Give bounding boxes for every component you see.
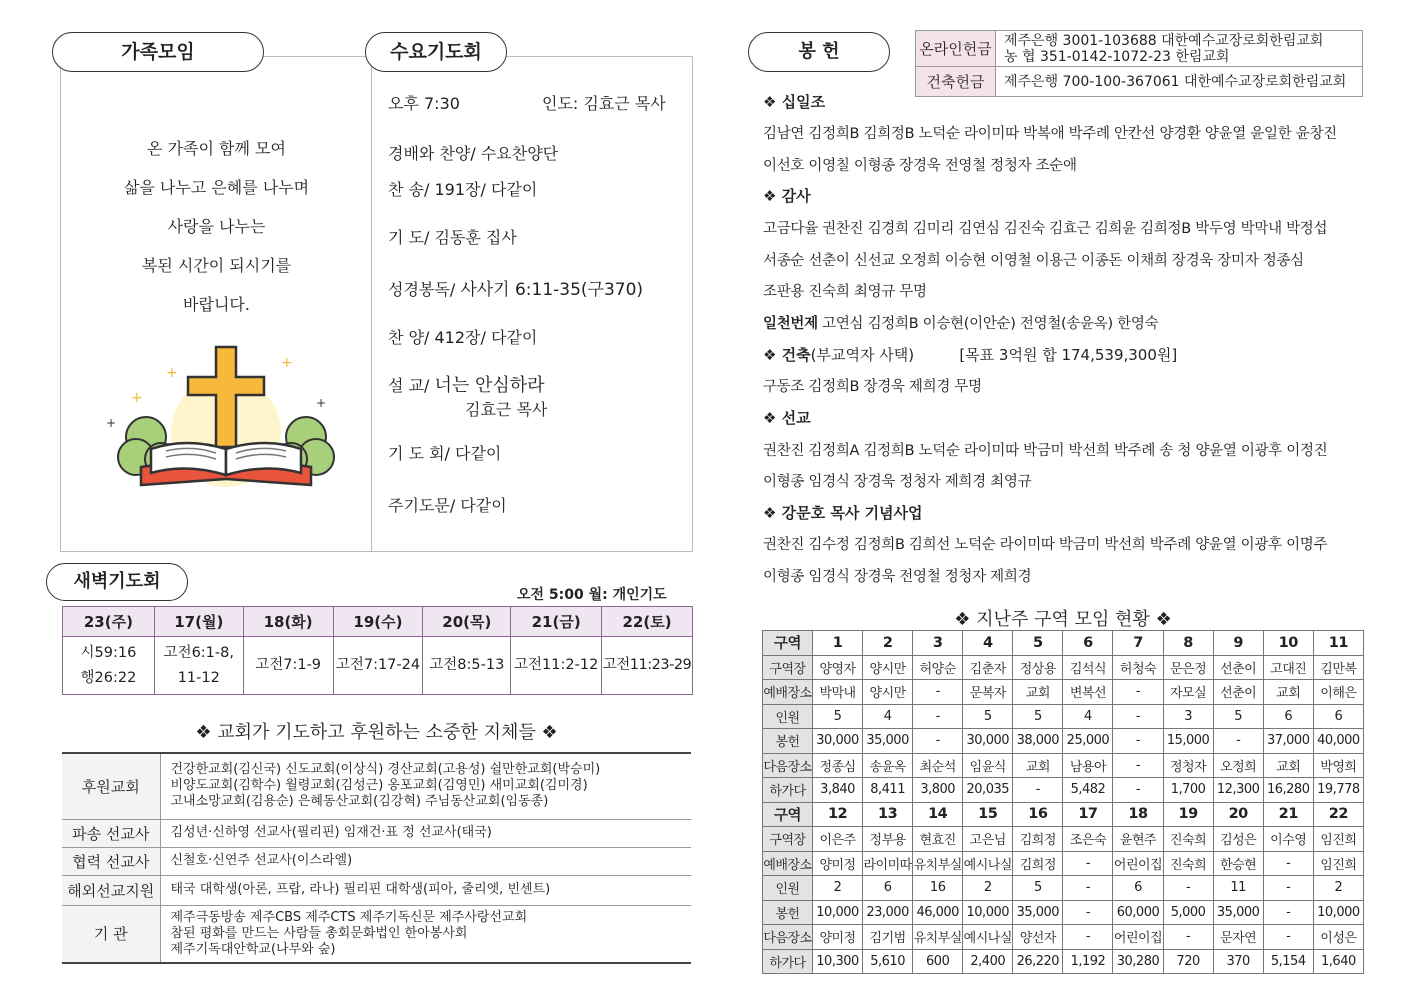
district-cell: - (913, 704, 963, 729)
district-cell: 선춘이 (1213, 680, 1263, 705)
district-cell: 정청자 (1163, 753, 1213, 778)
district-cell: - (1013, 778, 1063, 803)
district-cell: 김희정 (1013, 851, 1063, 876)
district-cell: 8 (1163, 631, 1213, 656)
building-names: 구동조 김정희B 장경욱 제희경 무명 (763, 379, 982, 395)
district-cell: 22 (1313, 802, 1363, 827)
district-cell: 박영희 (1313, 753, 1363, 778)
district-cell: 예시나실 (963, 851, 1013, 876)
district-cell: - (1113, 778, 1163, 803)
district-cell: - (1113, 729, 1163, 754)
dawn-day: 19(수) (333, 607, 423, 637)
wednesday-scripture (388, 275, 643, 300)
building-account: 제주은행 700-100-367061 대한예수교장로회한림교회 (996, 67, 1363, 97)
district-row-label: 인원 (763, 876, 813, 901)
tithe-names: 이선호 이영칠 이형종 장경욱 전영철 정청자 조순애 (763, 158, 1077, 174)
online-offering-table (915, 30, 1363, 97)
support-label: 파송 선교사 (62, 819, 160, 847)
sermon-label: 설 교/ (388, 376, 430, 395)
district-cell: 46,000 (913, 900, 963, 925)
online-row (916, 31, 1363, 67)
diamond-icon: ❖ (1155, 609, 1172, 630)
district-cell: 35,000 (1213, 900, 1263, 925)
district-cell: 10,000 (963, 900, 1013, 925)
support-row (62, 753, 691, 819)
district-cell: 10,000 (1313, 900, 1363, 925)
district-cell: 양영자 (813, 655, 863, 680)
district-cell: 16,280 (1263, 778, 1313, 803)
district-cell: 라이미따 (863, 851, 913, 876)
district-cell: 20 (1213, 802, 1263, 827)
district-cell: 이성은 (1313, 925, 1363, 950)
district-cell: 유치부실 (913, 925, 963, 950)
district-row-hagada (763, 778, 1364, 803)
district-cell: 문자연 (1213, 925, 1263, 950)
district-cell: 양미정 (813, 851, 863, 876)
mission-names: 권찬진 김정희A 김정희B 노덕순 라이미따 박금미 박선희 박주례 송 청 양윤열 이광후 이정진 (763, 443, 1328, 459)
support-value: 제주극동방송 제주CBS 제주CTS 제주기독신문 제주사랑선교회 참된 평화를 만드는 사람들 총회문화법인 한아봉사회 제주기독대안학교(나무와 숲) (160, 905, 691, 963)
support-label: 기 관 (62, 905, 160, 963)
online-accounts: 제주은행 3001-103688 대한예수교장로회한림교회 농 협 351-0142-1072-23 한림교회 (996, 31, 1363, 67)
district-cell: 문은정 (1163, 655, 1213, 680)
district-cell: 2 (1313, 876, 1363, 901)
district-row-label: 봉헌 (763, 900, 813, 925)
wednesday-anthem: 찬 양/ 412장/ 다같이 (388, 328, 538, 347)
district-cell: 23,000 (863, 900, 913, 925)
district-cell: 5 (1013, 876, 1063, 901)
district-cell: 3 (913, 631, 963, 656)
family-line: 온 가족이 함께 모여 (147, 139, 286, 158)
wednesday-worship: 경배와 찬양/ 수요찬양단 (388, 144, 559, 163)
thanks-head: ❖ 감사 (763, 187, 811, 205)
district-cell: 720 (1163, 949, 1213, 974)
district-cell: 35,000 (1013, 900, 1063, 925)
district-cell: 20,035 (963, 778, 1013, 803)
district-cell: 6 (1313, 704, 1363, 729)
district-cell: 5 (813, 704, 863, 729)
cross-bible-illustration (106, 337, 346, 497)
support-row (62, 819, 691, 847)
district-cell: 1,640 (1313, 949, 1363, 974)
tithe-names: 김남연 김정희B 김희정B 노덕순 라이미따 박복애 박주례 안칸선 양경환 양윤열 윤일한 윤창진 (763, 126, 1337, 142)
district-cell: 임진희 (1313, 827, 1363, 852)
district-cell: 26,220 (1013, 949, 1063, 974)
district-cell: 어린이집 (1113, 925, 1163, 950)
support-value: 건강한교회(김신국) 신도교회(이상식) 경산교회(고용성) 쉴만한교회(박승미) 비양도교회(김학수) 월령교회(김성근) 옹포교회(김영민) 새미교회(김미경) 고내소망교회(김용순) 은혜동산교회(김강혁) 주님동산교회(임동종) (160, 753, 691, 819)
district-cell: 3,800 (913, 778, 963, 803)
district-cell: 문복자 (963, 680, 1013, 705)
memorial-names: 권찬진 김수정 김정희B 김희선 노덕순 라이미따 박금미 박선희 박주례 양윤열 이광후 이명주 (763, 537, 1328, 553)
district-cell: 35,000 (863, 729, 913, 754)
dawn-day: 23(주) (63, 607, 155, 637)
district-row-numbers (763, 631, 1364, 656)
memorial-names: 이형종 임경식 장경욱 전영철 정청자 제희경 (763, 569, 1032, 585)
mission-names: 이형종 임경식 장경욱 정청자 제희경 최영규 (763, 474, 1032, 490)
district-cell: 허양순 (913, 655, 963, 680)
family-box (60, 56, 372, 552)
scripture-reference: 사사기 6:11-35(구370) (460, 280, 644, 300)
district-cell: 5,154 (1263, 949, 1313, 974)
wednesday-hymn: 찬 송/ 191장/ 다같이 (388, 180, 538, 199)
dawn-day: 21(금) (511, 607, 602, 637)
district-cell: 30,000 (813, 729, 863, 754)
district-cell: 17 (1063, 802, 1113, 827)
svg-text:+: + (131, 390, 143, 406)
district-row-counts (763, 876, 1364, 901)
mission-head: ❖ 선교 (763, 409, 811, 427)
district-cell: 양시만 (863, 655, 913, 680)
district-cell: - (1063, 851, 1113, 876)
district-cell: - (1163, 876, 1213, 901)
district-cell: 15,000 (1163, 729, 1213, 754)
diamond-icon: ❖ (763, 504, 782, 522)
district-cell: 2 (863, 631, 913, 656)
district-row-label: 구역 (763, 802, 813, 827)
district-cell: 교회 (1263, 753, 1313, 778)
district-cell: 7 (1113, 631, 1163, 656)
support-value: 태국 대학생(아론, 프랍, 라나) 필리핀 대학생(피아, 줄리엣, 빈센트) (160, 875, 691, 905)
family-line: 복된 시간이 되시기를 (141, 256, 292, 275)
district-cell: 5 (1013, 631, 1063, 656)
diamond-icon: ❖ (763, 93, 782, 111)
district-cell: 교회 (1263, 680, 1313, 705)
dawn-title: 새벽기도회 (46, 563, 188, 601)
district-title: ❖ 지난주 구역 모임 현황 ❖ (954, 609, 1172, 630)
dawn-day: 18(화) (243, 607, 333, 637)
district-table (762, 630, 1364, 974)
district-cell: 25,000 (1063, 729, 1113, 754)
district-cell: - (1163, 925, 1213, 950)
wednesday-title: 수요기도회 (365, 32, 507, 72)
tithe-head: ❖ 십일조 (763, 93, 826, 111)
district-row-counts (763, 704, 1364, 729)
district-cell: 6 (1113, 876, 1163, 901)
district-cell: 5 (1213, 704, 1263, 729)
family-line: 사랑을 나누는 (167, 217, 266, 236)
district-cell: 예시나실 (963, 925, 1013, 950)
district-cell: 임윤식 (963, 753, 1013, 778)
district-cell: 1,700 (1163, 778, 1213, 803)
district-row-label: 하가다 (763, 778, 813, 803)
support-value: 신철호·신연주 선교사(이스라엘) (160, 847, 691, 875)
support-label: 협력 선교사 (62, 847, 160, 875)
district-cell: - (1113, 680, 1163, 705)
district-cell: 5 (1013, 704, 1063, 729)
thanks-names: 조판용 진숙희 최영규 무명 (763, 284, 927, 300)
district-cell: 9 (1213, 631, 1263, 656)
dawn-reading: 고전8:5-13 (423, 637, 511, 695)
scripture-label: 성경봉독/ (388, 280, 456, 299)
district-cell: 16 (1013, 802, 1063, 827)
district-cell: 8,411 (863, 778, 913, 803)
dawn-reading: 고전11:23-29 (602, 637, 693, 695)
district-cell: 370 (1213, 949, 1263, 974)
family-title: 가족모임 (52, 32, 264, 72)
district-cell: 고대진 (1263, 655, 1313, 680)
district-cell: 진숙희 (1163, 851, 1213, 876)
district-cell: 교회 (1013, 680, 1063, 705)
district-cell: 11 (1313, 631, 1363, 656)
district-cell: - (1063, 876, 1113, 901)
thanks-names: 서종순 선춘이 신선교 오정희 이승현 이영철 이용근 이종돈 이채희 장경욱 장미자 정종심 (763, 253, 1304, 269)
district-cell: 윤현주 (1113, 827, 1163, 852)
district-cell: 1,192 (1063, 949, 1113, 974)
district-row-label: 봉헌 (763, 729, 813, 754)
district-cell: - (913, 729, 963, 754)
district-row-next (763, 753, 1364, 778)
district-cell: 2 (813, 876, 863, 901)
district-cell: 5,482 (1063, 778, 1113, 803)
district-cell: 12,300 (1213, 778, 1263, 803)
district-cell: - (1263, 900, 1313, 925)
district-cell: 6 (1063, 631, 1113, 656)
district-cell: 송윤옥 (863, 753, 913, 778)
ilcheon-row (763, 312, 1158, 333)
district-cell: 5,000 (1163, 900, 1213, 925)
district-cell: - (913, 680, 963, 705)
district-cell: 60,000 (1113, 900, 1163, 925)
district-cell: 남용아 (1063, 753, 1113, 778)
support-row (62, 847, 691, 875)
diamond-icon: ❖ (195, 722, 212, 743)
district-cell: 김석식 (1063, 655, 1113, 680)
district-cell: 이수영 (1263, 827, 1313, 852)
dawn-day: 22(토) (602, 607, 693, 637)
wednesday-lords-prayer: 주기도문/ 다같이 (388, 496, 507, 515)
district-cell: 10 (1263, 631, 1313, 656)
district-cell: 박막내 (813, 680, 863, 705)
support-label: 후원교회 (62, 753, 160, 819)
district-cell: 37,000 (1263, 729, 1313, 754)
district-cell: 19,778 (1313, 778, 1363, 803)
district-row-next (763, 925, 1364, 950)
district-cell: 선춘이 (1213, 655, 1263, 680)
district-cell: 30,000 (963, 729, 1013, 754)
district-cell: 김춘자 (963, 655, 1013, 680)
support-row (62, 875, 691, 905)
wednesday-leader: 인도: 김효근 목사 (542, 94, 666, 113)
district-cell: 2,400 (963, 949, 1013, 974)
diamond-icon: ❖ (763, 409, 782, 427)
district-cell: 10,000 (813, 900, 863, 925)
district-cell: 김기범 (863, 925, 913, 950)
district-row-label: 구역 (763, 631, 813, 656)
diamond-icon: ❖ (763, 187, 782, 205)
district-row-label: 구역장 (763, 655, 813, 680)
district-cell: - (1063, 925, 1113, 950)
district-row-offerings (763, 900, 1364, 925)
wednesday-prayer-meeting: 기 도 회/ 다같이 (388, 444, 502, 463)
district-row-numbers (763, 802, 1364, 827)
ilcheon-label: 일천번제 (763, 316, 818, 332)
district-cell: 3 (1163, 704, 1213, 729)
dawn-reading: 고전7:1-9 (243, 637, 333, 695)
district-cell: 한승현 (1213, 851, 1263, 876)
support-row (62, 905, 691, 963)
offering-title: 봉 헌 (748, 32, 890, 72)
building-label: 건축헌금 (916, 67, 996, 97)
district-cell: 1 (813, 631, 863, 656)
district-cell: - (1263, 925, 1313, 950)
building-head: ❖ 건축(부교역자 사택) [목표 3억원 합 174,539,300원] (763, 346, 1178, 364)
svg-text:+: + (106, 416, 117, 430)
district-cell: 어린이집 (1113, 851, 1163, 876)
district-row-label: 다음장소 (763, 925, 813, 950)
svg-text:+: + (166, 365, 178, 381)
building-row (916, 67, 1363, 97)
online-label: 온라인헌금 (916, 31, 996, 67)
district-cell: 유치부실 (913, 851, 963, 876)
district-cell: 14 (913, 802, 963, 827)
district-cell: - (1263, 876, 1313, 901)
svg-text:+: + (316, 396, 327, 410)
district-cell: 양선자 (1013, 925, 1063, 950)
district-cell: 임진희 (1313, 851, 1363, 876)
district-cell: 조은숙 (1063, 827, 1113, 852)
dawn-reading: 시59:16 행26:22 (63, 637, 155, 695)
diamond-icon: ❖ (541, 722, 558, 743)
dawn-day: 17(월) (154, 607, 243, 637)
district-cell: 현효진 (913, 827, 963, 852)
district-cell: - (1063, 900, 1113, 925)
dawn-reading: 고전7:17-24 (333, 637, 423, 695)
district-row-label: 예배장소 (763, 851, 813, 876)
district-cell: 12 (813, 802, 863, 827)
dawn-table (62, 606, 693, 695)
district-cell: 4 (863, 704, 913, 729)
district-cell: 허청숙 (1113, 655, 1163, 680)
wednesday-box (371, 56, 693, 552)
wednesday-prayer: 기 도/ 김동훈 집사 (388, 228, 517, 247)
dawn-header-row (63, 607, 693, 637)
district-cell: - (1263, 851, 1313, 876)
sermon-preacher: 김효근 목사 (465, 400, 548, 419)
district-cell: 양미정 (813, 925, 863, 950)
district-cell: - (1213, 729, 1263, 754)
district-cell: 자모실 (1163, 680, 1213, 705)
district-cell: 변복선 (1063, 680, 1113, 705)
district-cell: 600 (913, 949, 963, 974)
dawn-reading: 고전11:2-12 (511, 637, 602, 695)
district-cell: 3,840 (813, 778, 863, 803)
district-row-leaders (763, 655, 1364, 680)
family-line: 바랍니다. (183, 295, 250, 314)
district-cell: 6 (1263, 704, 1313, 729)
thanks-names: 고금다율 권찬진 김경희 김미리 김연심 김진숙 김효근 김희윤 김희정B 박두영 박막내 박정섭 (763, 221, 1328, 237)
support-table (62, 752, 691, 964)
svg-text:+: + (281, 355, 293, 371)
district-cell: 16 (913, 876, 963, 901)
district-cell: 10,300 (813, 949, 863, 974)
support-title: ❖ 교회가 기도하고 후원하는 소중한 지체들 ❖ (195, 722, 558, 743)
district-cell: 6 (863, 876, 913, 901)
district-cell: 최순석 (913, 753, 963, 778)
ilcheon-names: 고연심 김정희B 이승현(이안순) 전영철(송윤옥) 한영숙 (822, 316, 1159, 332)
dawn-reading-row (63, 637, 693, 695)
district-row-label: 다음장소 (763, 753, 813, 778)
district-cell: 21 (1263, 802, 1313, 827)
wednesday-time: 오후 7:30 (388, 94, 460, 113)
district-cell: 양시만 (863, 680, 913, 705)
district-cell: 40,000 (1313, 729, 1363, 754)
district-cell: 교회 (1013, 753, 1063, 778)
district-row-label: 구역장 (763, 827, 813, 852)
wednesday-sermon (388, 371, 545, 397)
district-cell: 30,280 (1113, 949, 1163, 974)
district-row-offerings (763, 729, 1364, 754)
diamond-icon: ❖ (954, 609, 971, 630)
district-cell: 13 (863, 802, 913, 827)
district-row-label: 하가다 (763, 949, 813, 974)
support-value: 김성년·신하영 선교사(필리핀) 임재건·표 정 선교사(태국) (160, 819, 691, 847)
support-label: 해외선교지원 (62, 875, 160, 905)
building-goal: [목표 3억원 합 174,539,300원] (959, 346, 1178, 364)
district-cell: 김만복 (1313, 655, 1363, 680)
diamond-icon: ❖ (763, 346, 782, 364)
family-message (61, 129, 372, 324)
dawn-day: 20(목) (423, 607, 511, 637)
district-cell: 5 (963, 704, 1013, 729)
district-cell: 19 (1163, 802, 1213, 827)
dawn-time-note: 오전 5:00 월: 개인기도 (517, 587, 667, 603)
district-cell: 18 (1113, 802, 1163, 827)
district-row-leaders (763, 827, 1364, 852)
district-cell: - (1113, 704, 1163, 729)
district-cell: 정종심 (813, 753, 863, 778)
district-cell: 정상용 (1013, 655, 1063, 680)
district-cell: 2 (963, 876, 1013, 901)
district-cell: 진숙희 (1163, 827, 1213, 852)
district-cell: 이해은 (1313, 680, 1363, 705)
district-cell: - (1113, 753, 1163, 778)
district-cell: 15 (963, 802, 1013, 827)
district-cell: 38,000 (1013, 729, 1063, 754)
memorial-head: ❖ 강문호 목사 기념사업 (763, 504, 923, 522)
district-cell: 김성은 (1213, 827, 1263, 852)
district-cell: 이은주 (813, 827, 863, 852)
district-cell: 4 (1063, 704, 1113, 729)
district-cell: 5,610 (863, 949, 913, 974)
district-cell: 정부용 (863, 827, 913, 852)
district-row-hagada (763, 949, 1364, 974)
district-cell: 오정희 (1213, 753, 1263, 778)
district-cell: 김희정 (1013, 827, 1063, 852)
district-row-places (763, 851, 1364, 876)
family-line: 삶을 나누고 은혜를 나누며 (123, 178, 310, 197)
district-cell: 고은님 (963, 827, 1013, 852)
district-row-places (763, 680, 1364, 705)
district-row-label: 인원 (763, 704, 813, 729)
district-cell: 4 (963, 631, 1013, 656)
district-cell: 11 (1213, 876, 1263, 901)
dawn-reading: 고전6:1-8, 11-12 (154, 637, 243, 695)
sermon-title: 너는 안심하라 (434, 375, 545, 396)
district-row-label: 예배장소 (763, 680, 813, 705)
